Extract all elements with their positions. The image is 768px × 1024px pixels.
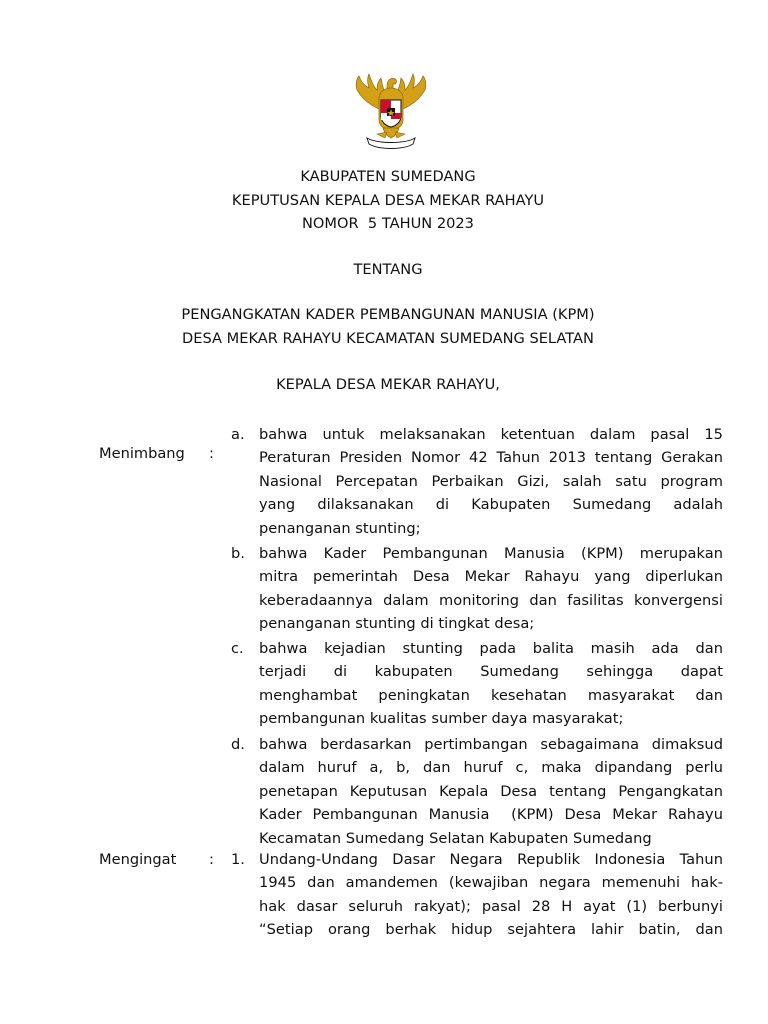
clause-d-text [259,733,723,850]
clause-d-line: dalam huruf a, b, dan huruf c, maka dipandang perlu [259,759,723,777]
clause-a-line: Nasional Percepatan Perbaikan Gizi, salah satu program [259,472,723,490]
decree-number: NOMOR 5 TAHUN 2023 [302,215,474,232]
clause-a-line: bahwa untuk melaksanakan ketentuan dalam pasal 15 [259,426,723,443]
mengingat-colon: : [209,851,214,868]
legal-basis-1-line: 1945 dan amandemen (kewajiban negara memenuhi hak- [259,874,723,892]
about-heading: TENTANG [353,261,423,278]
clause-b-text [259,542,723,636]
legal-basis-marker-1: 1. [231,851,245,868]
legal-basis-1-line: hak dasar seluruh rakyat); pasal 28 H ayat (1) berbunyi [259,897,723,915]
menimbang-label: Menimbang [99,445,185,462]
clause-c-line: bahwa kejadian stunting pada balita masih ada dan [259,640,723,657]
clause-b-line: bahwa Kader Pembangunan Manusia (KPM) merupakan [259,545,723,562]
clause-d-line: bahwa berdasarkan pertimbangan sebagaimana dimaksud [259,736,723,753]
clause-marker-a: a. [231,426,245,443]
clause-b-line: penanganan stunting di tingkat desa; [259,615,535,633]
clause-c-line: terjadi di kabupaten Sumedang sehingga dapat [259,663,723,681]
decree-title: KEPUTUSAN KEPALA DESA MEKAR RAHAYU [231,192,545,209]
subject-line-1: PENGANGKATAN KADER PEMBANGUNAN MANUSIA (KPM) [181,306,595,323]
clause-d-line: Kecamatan Sumedang Selatan Kabupaten Sumedang [259,829,652,847]
legal-basis-1-line: “Setiap orang berhak hidup sejahtera lahir batin, dan [259,921,723,939]
mengingat-label: Mengingat [99,851,177,868]
regency-title: KABUPATEN SUMEDANG [300,168,476,185]
clause-marker-d: d. [231,736,245,753]
clause-marker-b: b. [231,545,245,562]
clause-c-line: pembangunan kualitas sumber daya masyarakat; [259,710,624,728]
garuda-pancasila-emblem [349,72,433,152]
menimbang-colon: : [209,445,214,462]
clause-c-line: menghambat peningkatan kesehatan masyarakat dan [259,686,723,704]
authority-heading: KEPALA DESA MEKAR RAHAYU, [276,376,500,393]
clause-a-line: penanganan stunting; [259,519,421,537]
legal-basis-1-text [259,848,723,942]
clause-c-text [259,637,723,731]
clause-a-line: Peraturan Presiden Nomor 42 Tahun 2013 tentang Gerakan [259,449,723,467]
clause-d-line: Kader Pembangunan Manusia (KPM) Desa Mekar Rahayu [259,806,723,824]
clause-a-text [259,423,723,540]
clause-a-line: yang dilaksanakan di Kabupaten Sumedang adalah [259,496,723,514]
clause-b-line: mitra pemerintah Desa Mekar Rahayu yang diperlukan [259,568,723,586]
clause-b-line: keberadaannya dalam monitoring dan fasilitas konvergensi [259,591,723,609]
clause-marker-c: c. [231,640,244,657]
legal-basis-1-line: Undang-Undang Dasar Negara Republik Indonesia Tahun [259,851,723,868]
subject-line-2: DESA MEKAR RAHAYU KECAMATAN SUMEDANG SELATAN [182,330,594,347]
clause-d-line: penetapan Keputusan Kepala Desa tentang Pengangkatan [259,782,723,800]
